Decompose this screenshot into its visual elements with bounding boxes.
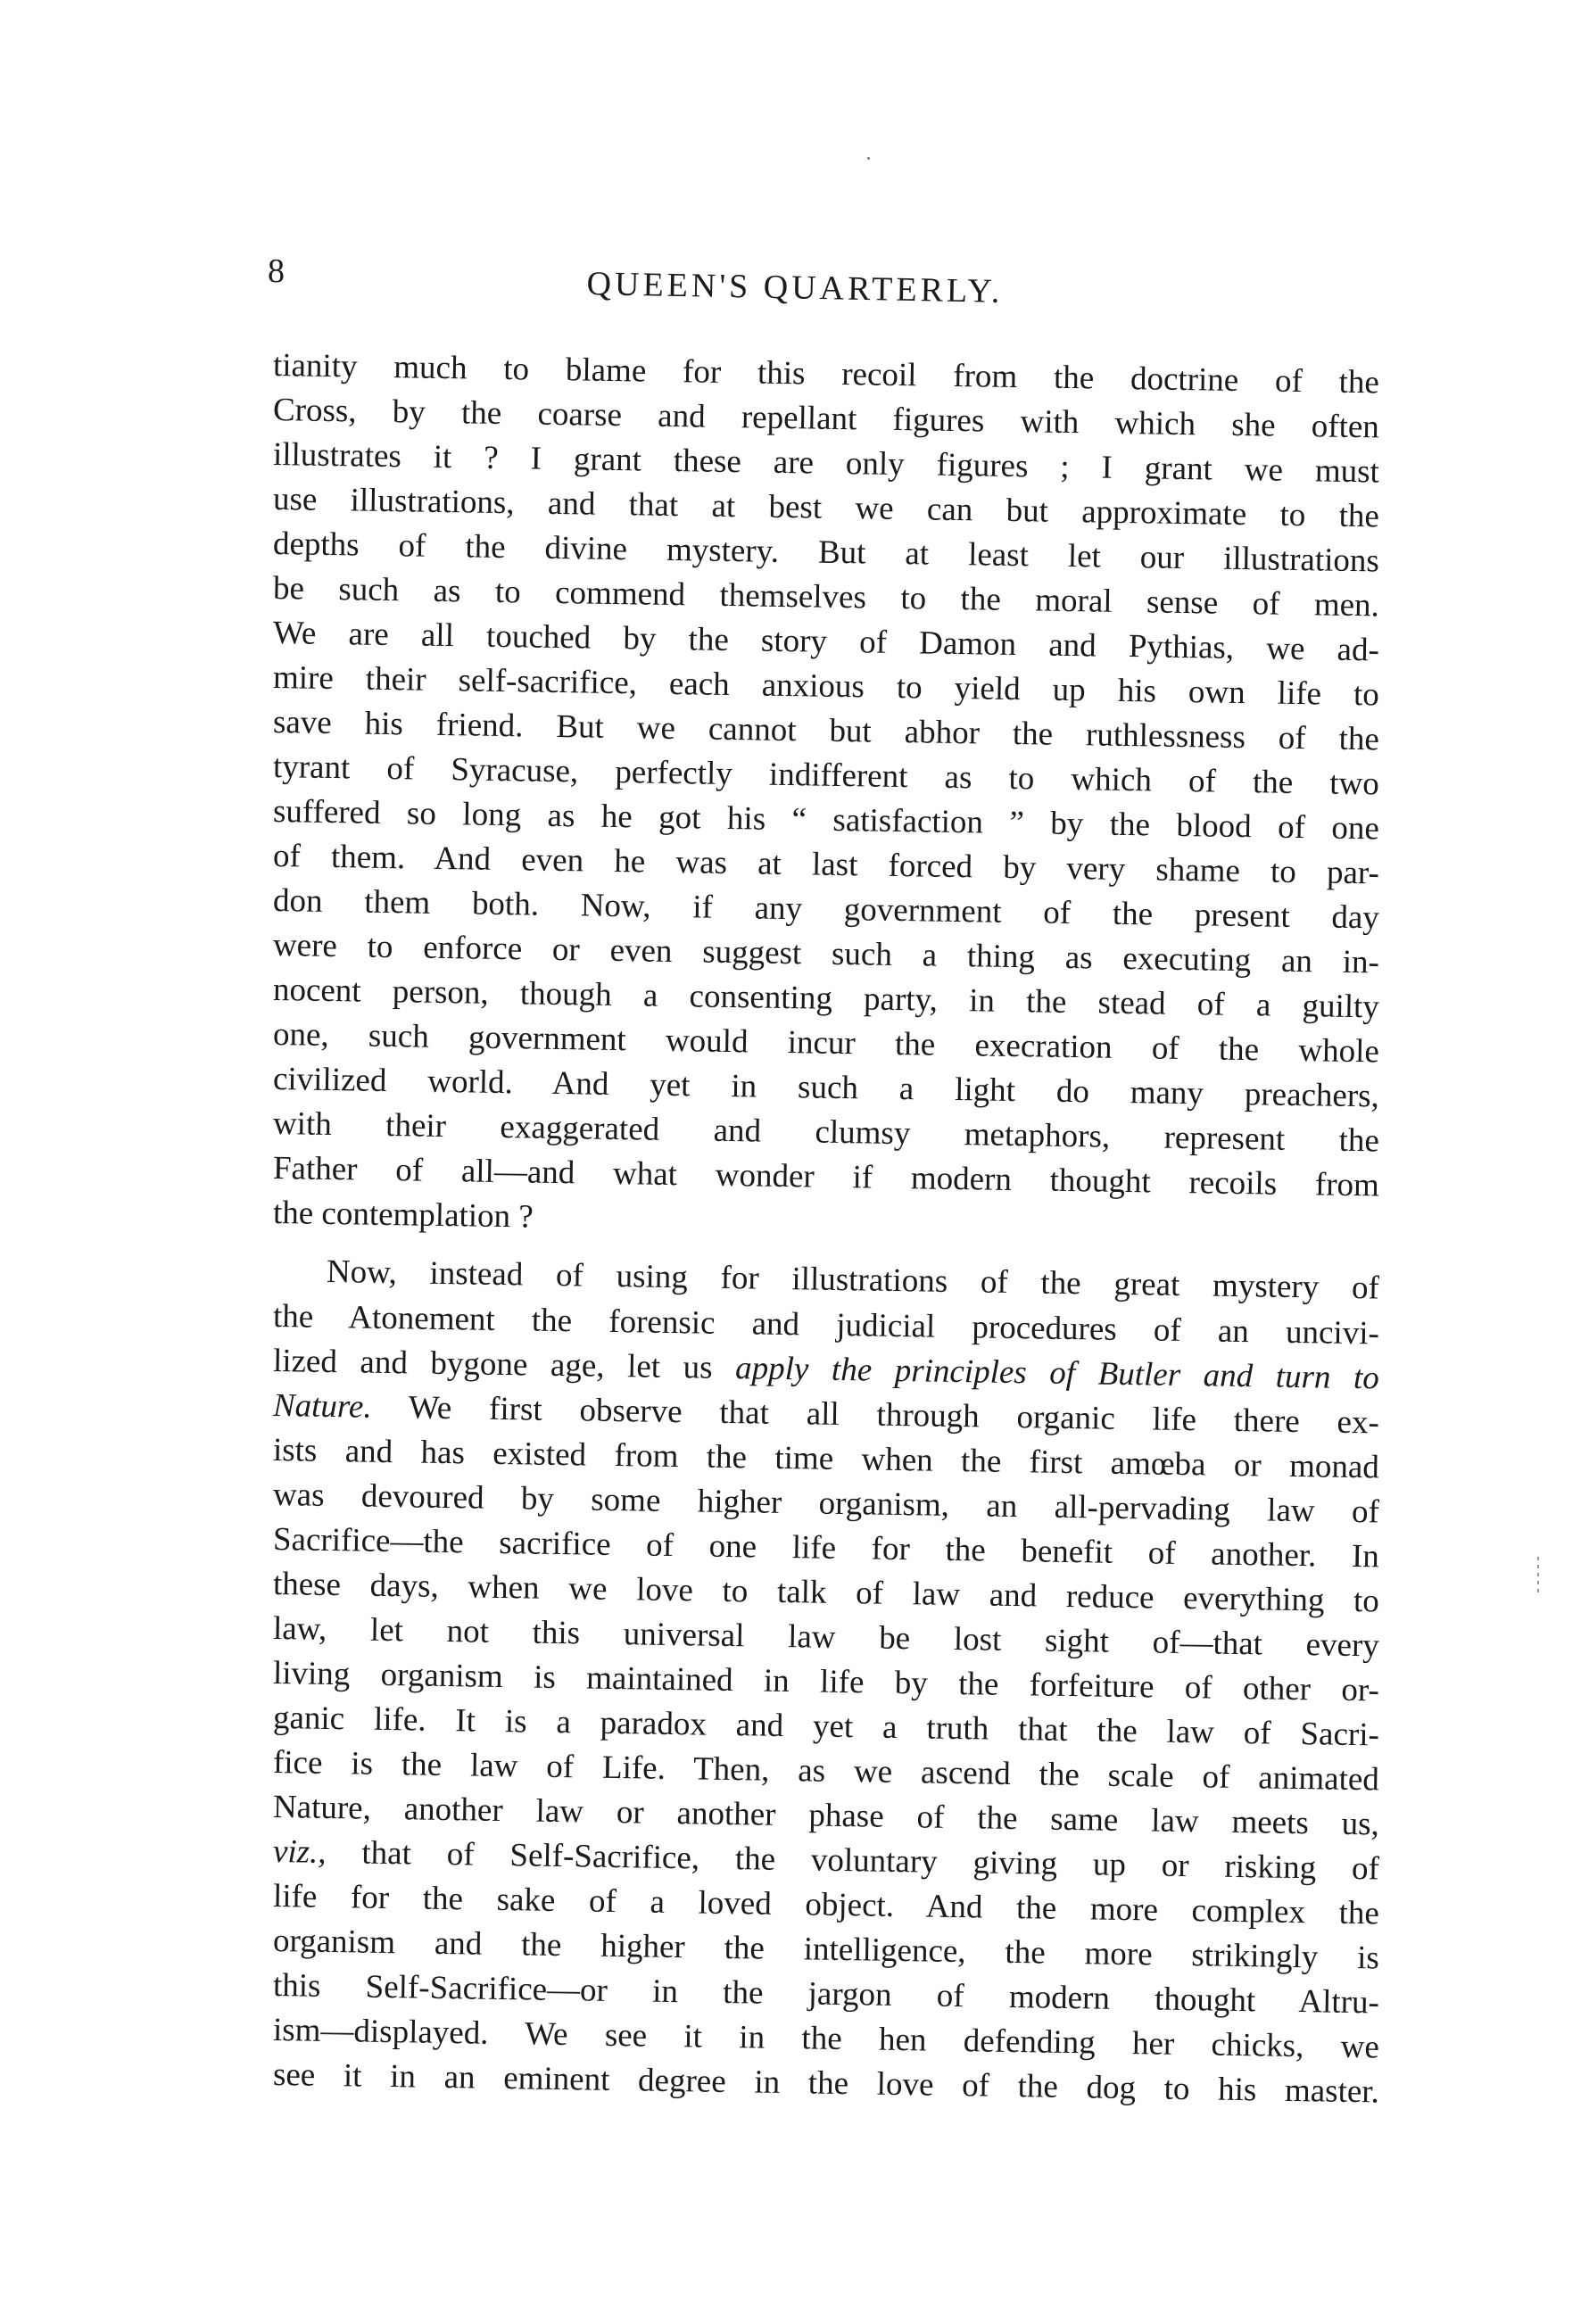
text-line: Nature. We first observe that all through organic life there ex- [272,1387,1380,1442]
italic-phrase: apply the principles of Butler and turn to [734,1350,1380,1397]
text-line: the contemplation ? [272,1195,534,1236]
text-line: organism and the higher the intelligence, the more strikingly is [272,1923,1380,1977]
text-line: tyrant of Syracuse, perfectly indifferent as to which of the two [272,748,1380,803]
italic-phrase: Nature. [272,1387,372,1426]
text-line: viz., that of Self-Sacrifice, the voluntary giving up or risking of [272,1833,1380,1888]
text-line: see it in an eminent degree in the love of the dog to his master. [272,2056,1380,2111]
edge-mark [1537,1557,1539,1594]
text-line: ganic life. It is a paradox and yet a truth that the law of Sacri- [272,1700,1380,1754]
italic-phrase: viz., [272,1833,327,1871]
text-line: use illustrations, and that at best we can but approximate to the [272,481,1380,535]
text-line: with their exaggerated and clumsy metaphors, represent the [272,1105,1380,1160]
text-line: Nature, another law or another phase of the same law meets us, [272,1789,1380,1843]
page-number: 8 [268,252,286,290]
text-line: be such as to commend themselves to the moral sense of men. [272,570,1380,624]
text-line: Sacrifice—the sacrifice of one life for the benefit of another. In [272,1521,1380,1576]
text-line: mire their self-sacrifice, each anxious to yield up his own life to [272,659,1380,714]
text-line: tianity much to blame for this recoil from the doctrine of the [272,347,1380,401]
text-line: ists and has existed from the time when the first amœba or monad [272,1432,1380,1486]
text-line: nocent person, though a consenting party, in the stead of a guilty [272,972,1380,1026]
text-line: fice is the law of Life. Then, as we ascend the scale of animated [272,1744,1380,1799]
text-line: save his friend. But we cannot but abhor the ruthlessness of the [272,704,1380,758]
running-head [268,252,1383,310]
ink-speck [867,157,870,160]
journal-title: QUEEN'S QUARTERLY. [586,264,1004,310]
text-line: living organism is maintained in life by the forfeiture of other or- [272,1655,1380,1709]
text-line: lized and bygone age, let us apply the principles of Butler and turn to [272,1343,1380,1397]
text-line: We are all touched by the story of Damon and Pythias, we ad- [272,615,1380,669]
text-line: were to enforce or even suggest such a thing as executing an in- [272,927,1380,981]
text-line: one, such government would incur the execration of the whole [272,1016,1380,1071]
text-line: Father of all—and what wonder if modern thought recoils from [272,1150,1380,1204]
text-line: the Atonement the forensic and judicial procedures of an uncivi- [272,1298,1380,1352]
text-line: suffered so long as he got his “ satisfaction ” by the blood of one [272,793,1380,848]
text-line: illustrates it ? I grant these are only figures ; I grant we must [272,436,1380,491]
text-line: of them. And even he was at last forced by very shame to par- [272,838,1380,892]
text-line: ism—displayed. We see it in the hen defending her chicks, we [272,2012,1380,2066]
text-line: don them both. Now, if any government of the present day [272,882,1380,937]
text-line: law, let not this universal law be lost sight of—that every [272,1610,1380,1665]
paragraph-first-line: Now, instead of using for illustrations of the great mystery of [326,1253,1380,1307]
text-line: depths of the divine mystery. But at least let our illustrations [272,525,1380,580]
text-line: these days, when we love to talk of law and reduce everything to [272,1566,1380,1620]
text-line: life for the sake of a loved object. And the more complex the [272,1878,1380,1932]
text-line: this Self-Sacrifice—or in the jargon of modern thought Altru- [272,1967,1380,2022]
text-line: was devoured by some higher organism, an all-pervading law of [272,1476,1380,1531]
text-line: civilized world. And yet in such a light do many preachers, [272,1061,1380,1115]
text-line: Cross, by the coarse and repellant figures with which she often [272,392,1380,446]
